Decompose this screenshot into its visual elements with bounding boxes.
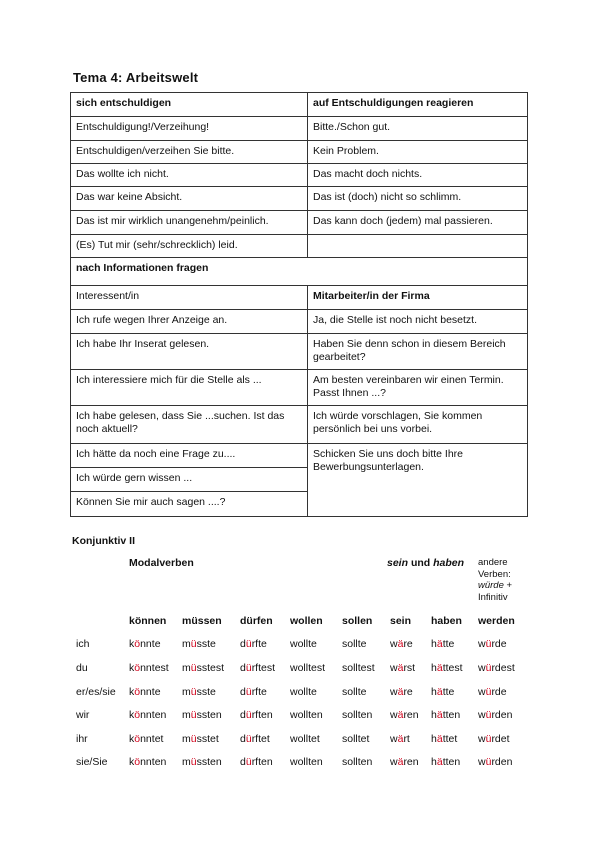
umlaut-highlight: ü (190, 733, 197, 745)
conjugation-cell: wärt (390, 733, 410, 745)
umlaut-highlight: ä (436, 686, 443, 698)
phrase-cell: Ich habe Ihr Inserat gelesen. (71, 334, 308, 370)
conjugation-cell: hätten (431, 709, 461, 721)
conjugation-cell: dürften (240, 709, 273, 721)
umlaut-highlight: ä (397, 709, 404, 721)
phrase-cell: Das kann doch (jedem) mal passieren. (308, 211, 528, 235)
pronoun-label: du (76, 662, 88, 674)
phrase-cell: Können Sie mir auch sagen ....? (71, 492, 308, 517)
conjugation-cell: würde (478, 638, 507, 650)
col-header-applicant: Interessent/in (71, 286, 308, 310)
umlaut-highlight: ö (134, 709, 141, 721)
page-title: Tema 4: Arbeitswelt (73, 70, 199, 85)
phrase-cell: Das macht doch nichts. (308, 164, 528, 187)
phrase-cell: Haben Sie denn schon in diesem Bereich gearbeitet? (308, 334, 528, 370)
conjugation-cell: wäre (390, 686, 413, 698)
phrase-cell: Ich habe gelesen, dass Sie ...suchen. Ist das noch aktuell? (71, 406, 308, 444)
phrase-cell: Das war keine Absicht. (71, 187, 308, 211)
conjugation-cell: hätte (431, 638, 455, 650)
phrase-cell: Ich rufe wegen Ihrer Anzeige an. (71, 310, 308, 334)
phrase-cell: Entschuldigen/verzeihen Sie bitte. (71, 141, 308, 164)
phrase-cell: Am besten vereinbaren wir einen Termin. Passt Ihnen ...? (308, 370, 528, 406)
umlaut-highlight: ä (397, 733, 404, 745)
conjugation-cell: wollte (290, 686, 317, 698)
other-verbs-note (478, 557, 512, 603)
umlaut-highlight: ü (485, 662, 492, 674)
conjugation-cell: dürftet (240, 733, 270, 745)
umlaut-highlight: ü (485, 709, 492, 721)
conjugation-cell: solltet (342, 733, 370, 745)
umlaut-highlight: ä (397, 638, 404, 650)
conjugation-cell: könnten (129, 709, 167, 721)
verb-header-sein: sein (390, 615, 412, 627)
umlaut-highlight: ä (436, 638, 443, 650)
phrase-cell: Ja, die Stelle ist noch nicht besetzt. (308, 310, 528, 334)
note-line: andere (478, 557, 508, 568)
verb-header-werden: werden (478, 615, 515, 627)
conjugation-cell: müsste (182, 638, 216, 650)
conjugation-cell: würden (478, 756, 513, 768)
und-word: und (410, 557, 431, 569)
conjugation-cell: könnte (129, 638, 161, 650)
conjugation-cell: dürftest (240, 662, 276, 674)
conjugation-cell: müsste (182, 686, 216, 698)
umlaut-highlight: ö (134, 733, 141, 745)
conjugation-cell: könnten (129, 756, 167, 768)
conjugation-cell: müssten (182, 709, 222, 721)
umlaut-highlight: ä (397, 756, 404, 768)
pronoun-label: er/es/sie (76, 686, 116, 698)
umlaut-highlight: ü (485, 756, 492, 768)
phrase-cell: Ich hätte da noch eine Frage zu.... (71, 444, 308, 468)
umlaut-highlight: ä (436, 709, 443, 721)
conjugation-cell: würden (478, 709, 513, 721)
pronoun-label: sie/Sie (76, 756, 108, 768)
conjugation-cell: hättest (431, 662, 463, 674)
conjugation-cell: hätten (431, 756, 461, 768)
verb-header-haben: haben (431, 615, 462, 627)
pronoun-label: ihr (76, 733, 88, 745)
phrase-cell: Schicken Sie uns doch bitte Ihre Bewerbungsunterlagen. (308, 444, 528, 517)
conjugation-cell: solltest (342, 662, 375, 674)
conjugation-cell: hätte (431, 686, 455, 698)
conjugation-cell: müssten (182, 756, 222, 768)
conjugation-cell: wollte (290, 638, 317, 650)
umlaut-highlight: ü (485, 686, 492, 698)
umlaut-highlight: ü (485, 638, 492, 650)
header-react: auf Entschuldigungen reagieren (308, 93, 528, 117)
conjugation-cell: wollten (290, 756, 323, 768)
umlaut-highlight: ü (245, 686, 252, 698)
section-header-info: nach Informationen fragen (71, 258, 528, 286)
umlaut-highlight: ü (245, 638, 252, 650)
phrase-cell: Das ist (doch) nicht so schlimm. (308, 187, 528, 211)
konjunktiv-title: Konjunktiv II (72, 535, 135, 547)
umlaut-highlight: ä (397, 662, 404, 674)
phrase-cell: Ich interessiere mich für die Stelle als ... (71, 370, 308, 406)
verb-header-dürfen: dürfen (240, 615, 273, 627)
conjugation-cell: würde (478, 686, 507, 698)
conjugation-cell: wäre (390, 638, 413, 650)
umlaut-highlight: ü (245, 709, 252, 721)
verb-header-können: können (129, 615, 167, 627)
verb-header-wollen: wollen (290, 615, 323, 627)
umlaut-highlight: ä (397, 686, 404, 698)
conjugation-cell: dürfte (240, 638, 267, 650)
conjugation-cell: sollten (342, 756, 373, 768)
sein-word: sein (387, 557, 409, 569)
umlaut-highlight: ö (134, 662, 141, 674)
col-header-employee: Mitarbeiter/in der Firma (308, 286, 528, 310)
conjugation-cell: sollten (342, 709, 373, 721)
conjugation-cell: würdest (478, 662, 515, 674)
note-line: Verben: (478, 568, 511, 580)
modalverben-label: Modalverben (129, 557, 194, 569)
phrase-cell: Bitte./Schon gut. (308, 117, 528, 141)
conjugation-cell: wolltet (290, 733, 320, 745)
phrase-cell: Ich würde gern wissen ... (71, 468, 308, 492)
conjugation-cell: wollten (290, 709, 323, 721)
phrase-cell: Das wollte ich nicht. (71, 164, 308, 187)
umlaut-highlight: ü (190, 709, 197, 721)
umlaut-highlight: ö (134, 756, 141, 768)
umlaut-highlight: ü (245, 733, 252, 745)
note-plus: + (506, 580, 513, 592)
conjugation-cell: würdet (478, 733, 510, 745)
conjugation-cell: müsstest (182, 662, 225, 674)
umlaut-highlight: ö (134, 686, 141, 698)
conjugation-cell: müsstet (182, 733, 219, 745)
umlaut-highlight: ü (485, 733, 492, 745)
umlaut-highlight: ü (190, 638, 197, 650)
phrase-cell: Kein Problem. (308, 141, 528, 164)
conjugation-cell: wolltest (290, 662, 326, 674)
umlaut-highlight: ö (134, 638, 141, 650)
phrase-cell: Ich würde vorschlagen, Sie kommen persönlich bei uns vorbei. (308, 406, 528, 444)
conjugation-cell: dürften (240, 756, 273, 768)
conjugation-cell: sollte (342, 686, 367, 698)
note-wuerde: würde (478, 580, 504, 592)
umlaut-highlight: ü (190, 756, 197, 768)
umlaut-highlight: ä (436, 733, 443, 745)
phrase-cell: Das ist mir wirklich unangenehm/peinlich. (71, 211, 308, 235)
conjugation-cell: könnte (129, 686, 161, 698)
umlaut-highlight: ä (436, 662, 443, 674)
pronoun-label: ich (76, 638, 90, 650)
haben-word: haben (433, 557, 465, 569)
conjugation-cell: dürfte (240, 686, 267, 698)
verb-header-müssen: müssen (182, 615, 222, 627)
pronoun-label: wir (76, 709, 90, 721)
phrase-cell: Entschuldigung!/Verzeihung! (71, 117, 308, 141)
note-line: Infinitiv (478, 591, 508, 603)
conjugation-cell: wären (390, 709, 419, 721)
header-apologize: sich entschuldigen (71, 93, 308, 117)
umlaut-highlight: ü (245, 662, 252, 674)
verb-header-sollen: sollen (342, 615, 373, 627)
conjugation-cell: wären (390, 756, 419, 768)
conjugation-cell: hättet (431, 733, 458, 745)
sein-haben-label (387, 557, 464, 569)
phrase-cell (308, 235, 528, 258)
umlaut-highlight: ü (190, 662, 197, 674)
conjugation-cell: könntest (129, 662, 169, 674)
phrases-table (70, 92, 528, 517)
conjugation-cell: sollte (342, 638, 367, 650)
conjugation-cell: könntet (129, 733, 164, 745)
umlaut-highlight: ü (245, 756, 252, 768)
note-line (478, 580, 512, 592)
conjugation-cell: wärst (390, 662, 416, 674)
phrase-cell: (Es) Tut mir (sehr/schrecklich) leid. (71, 235, 308, 258)
umlaut-highlight: ä (436, 756, 443, 768)
umlaut-highlight: ü (190, 686, 197, 698)
